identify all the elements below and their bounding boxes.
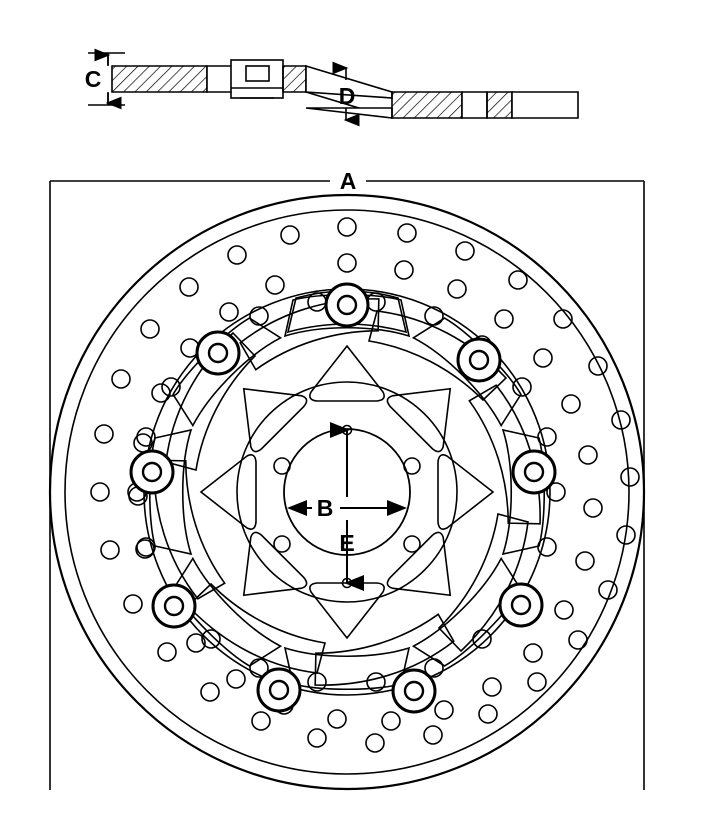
bobbin	[258, 669, 300, 711]
dimension-label-D: D	[338, 83, 356, 109]
dimension-label-A: A	[339, 168, 357, 194]
bobbin	[393, 670, 435, 712]
bobbin	[197, 332, 239, 374]
dimension-label-B: B	[316, 495, 334, 521]
side-section-view	[88, 53, 578, 120]
dimension-label-E: E	[339, 530, 355, 556]
bobbin	[326, 284, 368, 326]
bobbin	[513, 451, 555, 493]
bobbin	[500, 584, 542, 626]
dimension-label-C: C	[84, 66, 102, 92]
center-hub-section	[231, 60, 283, 98]
bobbin	[458, 339, 500, 381]
bobbin	[131, 451, 173, 493]
bobbin	[153, 585, 195, 627]
front-view	[50, 181, 644, 790]
